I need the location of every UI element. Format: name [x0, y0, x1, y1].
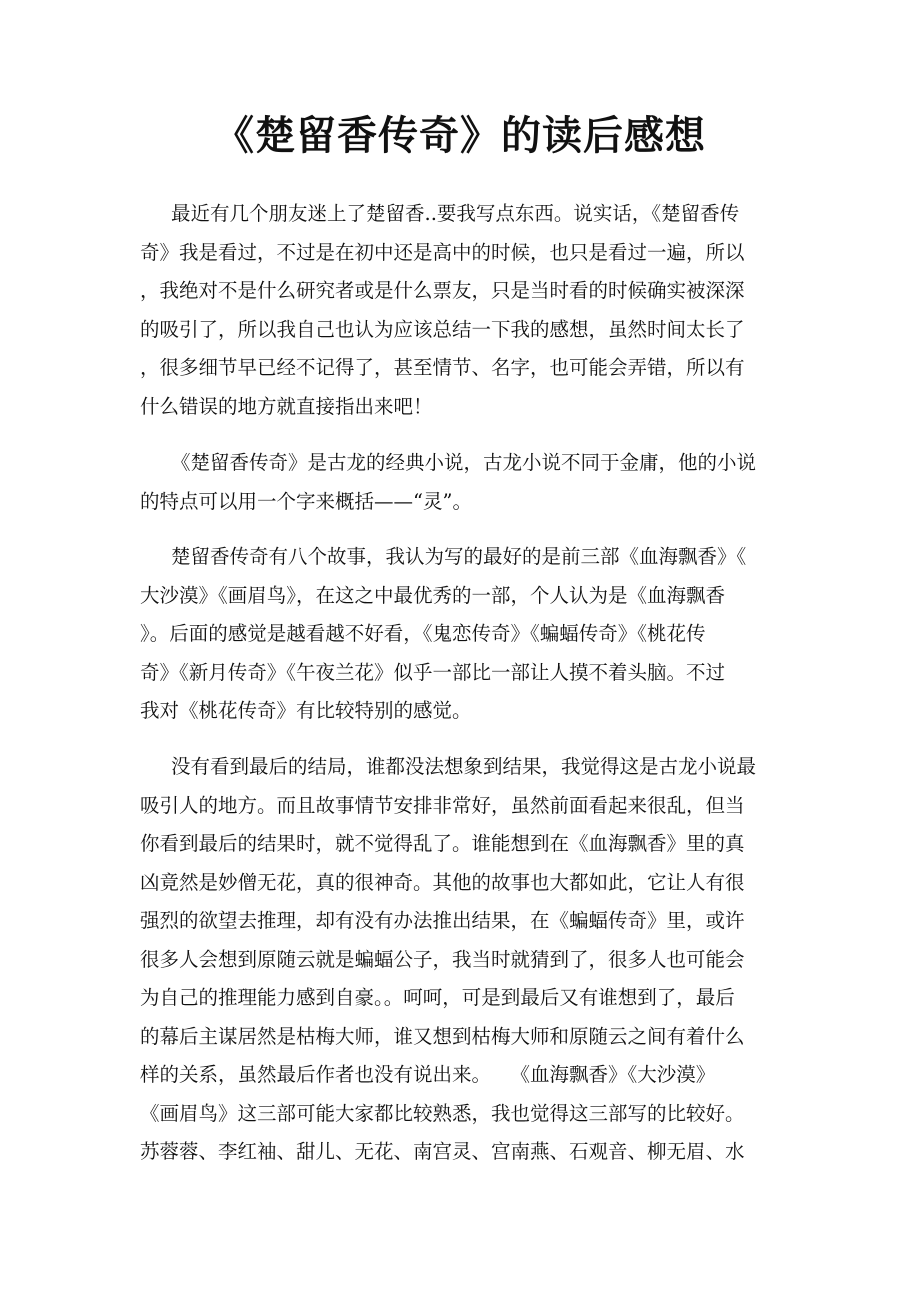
paragraph-line: 凶竟然是妙僧无花，真的很神奇。其他的故事也大都如此，它让人有很 [140, 870, 745, 894]
paragraph-line: 楚留香传奇有八个故事，我认为写的最好的是前三部《血海飘香》《 [171, 545, 747, 568]
paragraph-line: 《画眉鸟》这三部可能大家都比较熟悉，我也觉得这三部写的比较好。 [140, 1101, 745, 1125]
paragraph-line: ，我绝对不是什么研究者或是什么票友，只是当时看的时候确实被深深 [140, 279, 745, 302]
paragraph-line: 奇》《新月传奇》《午夜兰花》似乎一部比一部让人摸不着头脑。不过 [140, 660, 726, 684]
paragraph-line: 奇》我是看过，不过是在初中还是高中的时候，也只是看过一遍，所以 [140, 240, 745, 264]
paragraph-2 [140, 444, 782, 521]
paragraph-line: 的特点可以用一个字来概括——“灵”。 [140, 489, 472, 513]
paragraph-line: 什么错误的地方就直接指出来吧！ [140, 394, 433, 418]
paragraph-4 [140, 748, 782, 1172]
paragraph-line: 很多人会想到原随云就是蝙蝠公子，我当时就猜到了，很多人也可能会 [140, 947, 745, 971]
paragraph-1 [140, 195, 782, 426]
paragraph-line: 样的关系，虽然最后作者也没有说出来。 《血海飘香》《大沙漠》 [140, 1063, 716, 1086]
paragraph-line: ，很多细节早已经不记得了，甚至情节、名字，也可能会弄错，所以有 [140, 356, 745, 379]
paragraph-line: 》。后面的感觉是越看越不好看，《鬼恋传奇》《蝙蝠传奇》《桃花传 [140, 622, 706, 645]
document-title: 《楚留香传奇》的读后感想 [214, 112, 706, 159]
paragraph-line: 你看到最后的结果时，就不觉得乱了。谁能想到在《血海飘香》里的真 [140, 832, 745, 855]
paragraph-3 [140, 538, 782, 731]
paragraph-line: 大沙漠》《画眉鸟》，在这之中最优秀的一部，个人认为是《血海飘香 [140, 583, 726, 607]
paragraph-line: 最近有几个朋友迷上了楚留香..要我写点东西。说实话，《楚留香传 [171, 202, 740, 225]
paragraph-line: 强烈的欲望去推理，却有没有办法推出结果，在《蝙蝠传奇》里，或许 [140, 909, 745, 932]
paragraph-line: 没有看到最后的结局，谁都没法想象到结果，我觉得这是古龙小说最 [171, 755, 757, 778]
paragraph-line: 《楚留香传奇》是古龙的经典小说，古龙小说不同于金庸，他的小说 [171, 451, 757, 474]
paragraph-line: 我对《桃花传奇》有比较特别的感觉。 [140, 699, 472, 722]
paragraph-line: 的吸引了，所以我自己也认为应该总结一下我的感想，虽然时间太长了 [140, 317, 745, 341]
paragraph-line: 吸引人的地方。而且故事情节安排非常好，虽然前面看起来很乱，但当 [140, 793, 745, 817]
paragraph-line: 为自己的推理能力感到自豪。。呵呵，可是到最后又有谁想到了，最后 [140, 986, 735, 1009]
paragraph-line: 的幕后主谋居然是枯梅大师，谁又想到枯梅大师和原随云之间有着什么 [140, 1024, 745, 1048]
paragraph-line: 苏蓉蓉、李红袖、甜儿、无花、南宫灵、宫南燕、石观音、柳无眉、水 [140, 1140, 745, 1163]
